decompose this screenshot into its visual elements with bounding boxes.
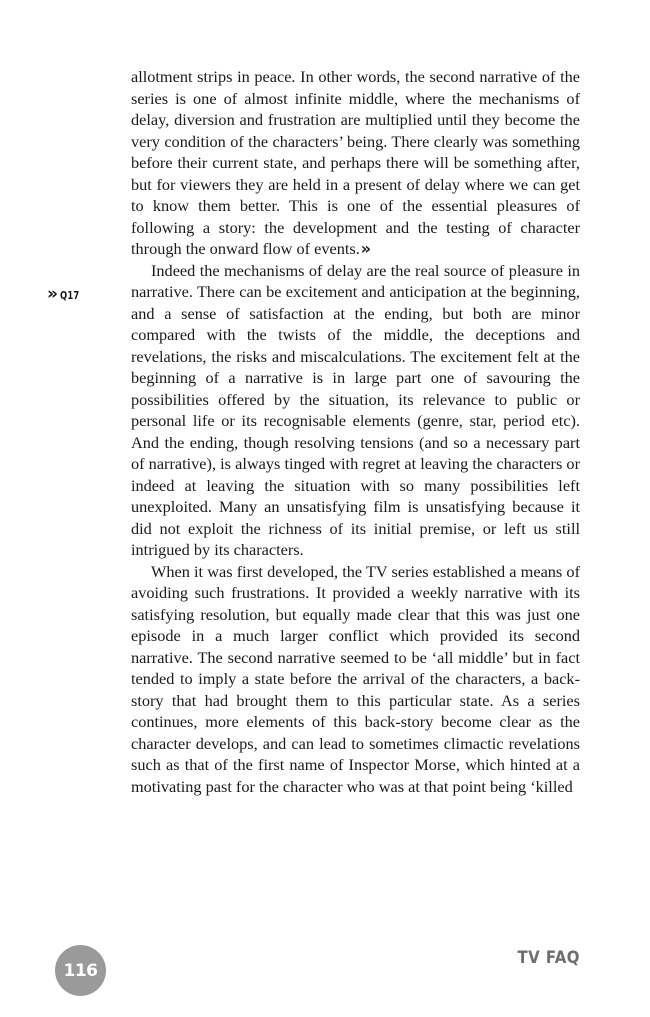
paragraph: Indeed the mechanisms of delay are the real source of pleasure in narrative. There can be excitement and anticipation at the beginning, and a sense of satisfaction at the ending, but both are minor compared with the twists of the middle, the deceptions and revelations, the risks and miscalculations. The excitement felt at the beginning of a narrative is in large part one of savouring the possibilities offered by the situation, its relevance to public or personal life or its recognisable elements (genre, star, period etc). And the ending, though resolving tensions (and so a necessary part of narrative), is always tinged with regret at leaving the characters or indeed at leaving the situation with so many possibilities left unexploited. Many an unsatisfying film is unsatisfying because it did not exploit the richness of its initial premise, or left us still intrigued by its characters.	[131, 260, 580, 559]
paragraph: When it was first developed, the TV series established a means of avoiding such frustrations. It provided a weekly narrative with its satisfying resolution, but equally made clear that this was just one episode in a much larger conflict which provided its second narrative. The second narrative seemed to be ‘all middle’ but in fact tended to imply a state before the arrival of the characters, a back-story that had brought them to this particular state. As a series continues, more elements of this back-story become clear as the character develops, and can lead to sometimes climactic revelations such as that of the first name of Inspector Morse, which hinted at a motivating past for the character who was at that point being ‘killed	[131, 561, 580, 796]
body-text	[131, 66, 580, 797]
section-end-marker-icon: »	[360, 239, 369, 258]
margin-question-reference[interactable]	[47, 284, 83, 304]
paragraph	[131, 66, 580, 260]
double-chevron-icon: »	[47, 284, 55, 304]
page-number-badge: 116	[55, 945, 106, 996]
question-reference-label: Q17	[59, 289, 80, 302]
running-title: TV FAQ	[517, 948, 580, 968]
paragraph-text: allotment strips in peace. In other words, the second narrative of the series is one of almost infinite middle, where the mechanisms of delay, diversion and frustration are multiplied until they become the very condition of the characters’ being. There clearly was something before their current state, and perhaps there will be something after, but for viewers they are held in a present of delay where we can get to know them better. This is one of the essential pleasures of following a story: the development and the testing of character through the onward flow of events.	[131, 67, 580, 258]
